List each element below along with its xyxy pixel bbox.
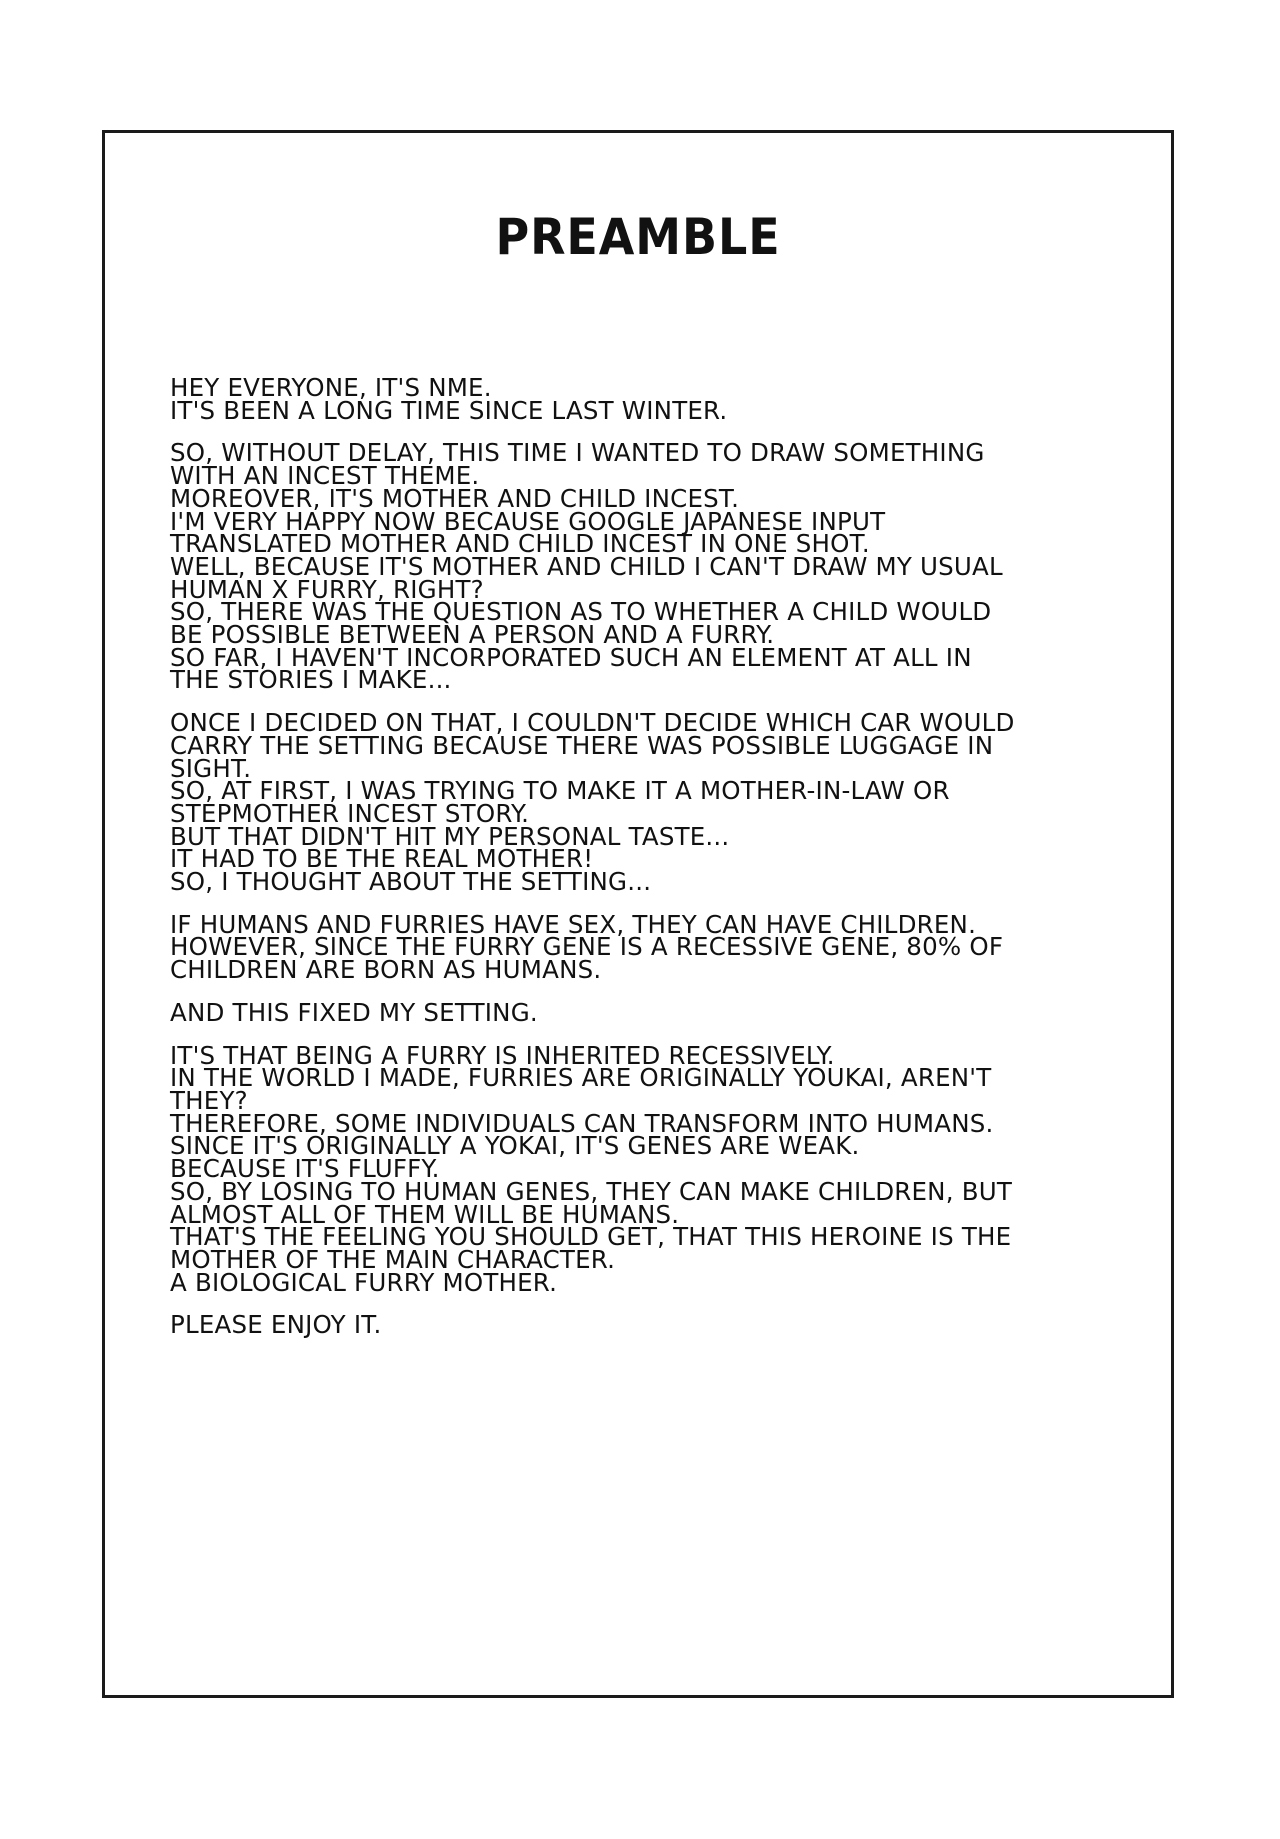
text-line: CHILDREN ARE BORN AS HUMANS.	[170, 955, 602, 985]
text-line: SO, BY LOSING TO HUMAN GENES, THEY CAN MAKE CHILDREN, BUT	[170, 1176, 1012, 1206]
text-line: SO, WITHOUT DELAY, THIS TIME I WANTED TO DRAW SOMETHING	[170, 438, 985, 468]
text-line: IT'S THAT BEING A FURRY IS INHERITED RECESSIVELY.	[170, 1040, 835, 1070]
text-line: THEY?	[170, 1085, 248, 1115]
text-line: I'M VERY HAPPY NOW BECAUSE GOOGLE JAPANESE INPUT	[170, 506, 886, 536]
text-line: ALMOST ALL OF THEM WILL BE HUMANS.	[170, 1199, 680, 1229]
text-line: MOTHER OF THE MAIN CHARACTER.	[170, 1244, 616, 1274]
text-line: PLEASE ENJOY IT.	[170, 1310, 382, 1340]
text-line: IF HUMANS AND FURRIES HAVE SEX, THEY CAN HAVE CHILDREN.	[170, 909, 977, 939]
text-line: IT HAD TO BE THE REAL MOTHER!	[170, 844, 594, 874]
text-line: HEY EVERYONE, IT'S NME.	[170, 373, 492, 402]
text-line: WELL, BECAUSE IT'S MOTHER AND CHILD I CAN'T DRAW MY USUAL	[170, 551, 1003, 581]
text-line: BUT THAT DIDN'T HIT MY PERSONAL TASTE...	[170, 821, 730, 851]
text-line: THAT'S THE FEELING YOU SHOULD GET, THAT THIS HEROINE IS THE	[170, 1222, 1012, 1252]
paragraph	[170, 1310, 1100, 1340]
text-line: WITH AN INCEST THEME.	[170, 461, 480, 491]
text-line: ONCE I DECIDED ON THAT, I COULDN'T DECIDE WHICH CAR WOULD	[170, 708, 1015, 738]
text-line: SO, I THOUGHT ABOUT THE SETTING...	[170, 867, 652, 897]
text-line: HOWEVER, SINCE THE FURRY GENE IS A RECESSIVE GENE, 80% OF	[170, 932, 1004, 962]
preamble-body	[170, 373, 1100, 1357]
text-line: THEREFORE, SOME INDIVIDUALS CAN TRANSFORM INTO HUMANS.	[170, 1108, 994, 1138]
paragraph	[170, 438, 1100, 695]
text-line: MOREOVER, IT'S MOTHER AND CHILD INCEST.	[170, 483, 740, 513]
text-line: TRANSLATED MOTHER AND CHILD INCEST IN ONE SHOT.	[170, 529, 870, 559]
paragraph	[170, 708, 1100, 897]
text-line: HUMAN X FURRY, RIGHT?	[170, 574, 484, 604]
text-line: SIGHT.	[170, 753, 252, 783]
text-line: IT'S BEEN A LONG TIME SINCE LAST WINTER.	[170, 395, 728, 425]
page-title: PREAMBLE	[495, 208, 781, 266]
text-line: SO FAR, I HAVEN'T INCORPORATED SUCH AN ELEMENT AT ALL IN	[170, 642, 972, 672]
text-line: BE POSSIBLE BETWEEN A PERSON AND A FURRY.	[170, 620, 775, 650]
text-line: STEPMOTHER INCEST STORY.	[170, 798, 530, 828]
paragraph	[170, 373, 1100, 425]
page-border-frame	[102, 130, 1174, 1698]
text-line: SO, THERE WAS THE QUESTION AS TO WHETHER A CHILD WOULD	[170, 597, 992, 627]
paragraph	[170, 1040, 1100, 1297]
text-line: BECAUSE IT'S FLUFFY.	[170, 1154, 440, 1184]
paragraph	[170, 997, 1100, 1027]
paragraph	[170, 909, 1100, 985]
text-line: THE STORIES I MAKE...	[170, 665, 452, 695]
text-line: CARRY THE SETTING BECAUSE THERE WAS POSSIBLE LUGGAGE IN	[170, 730, 994, 760]
text-line: AND THIS FIXED MY SETTING.	[170, 997, 538, 1027]
text-line: A BIOLOGICAL FURRY MOTHER.	[170, 1267, 558, 1297]
text-line: SO, AT FIRST, I WAS TRYING TO MAKE IT A MOTHER-IN-LAW OR	[170, 776, 950, 806]
text-line: SINCE IT'S ORIGINALLY A YOKAI, IT'S GENES ARE WEAK.	[170, 1131, 860, 1161]
text-line: IN THE WORLD I MADE, FURRIES ARE ORIGINALLY YOUKAI, AREN'T	[170, 1063, 992, 1093]
